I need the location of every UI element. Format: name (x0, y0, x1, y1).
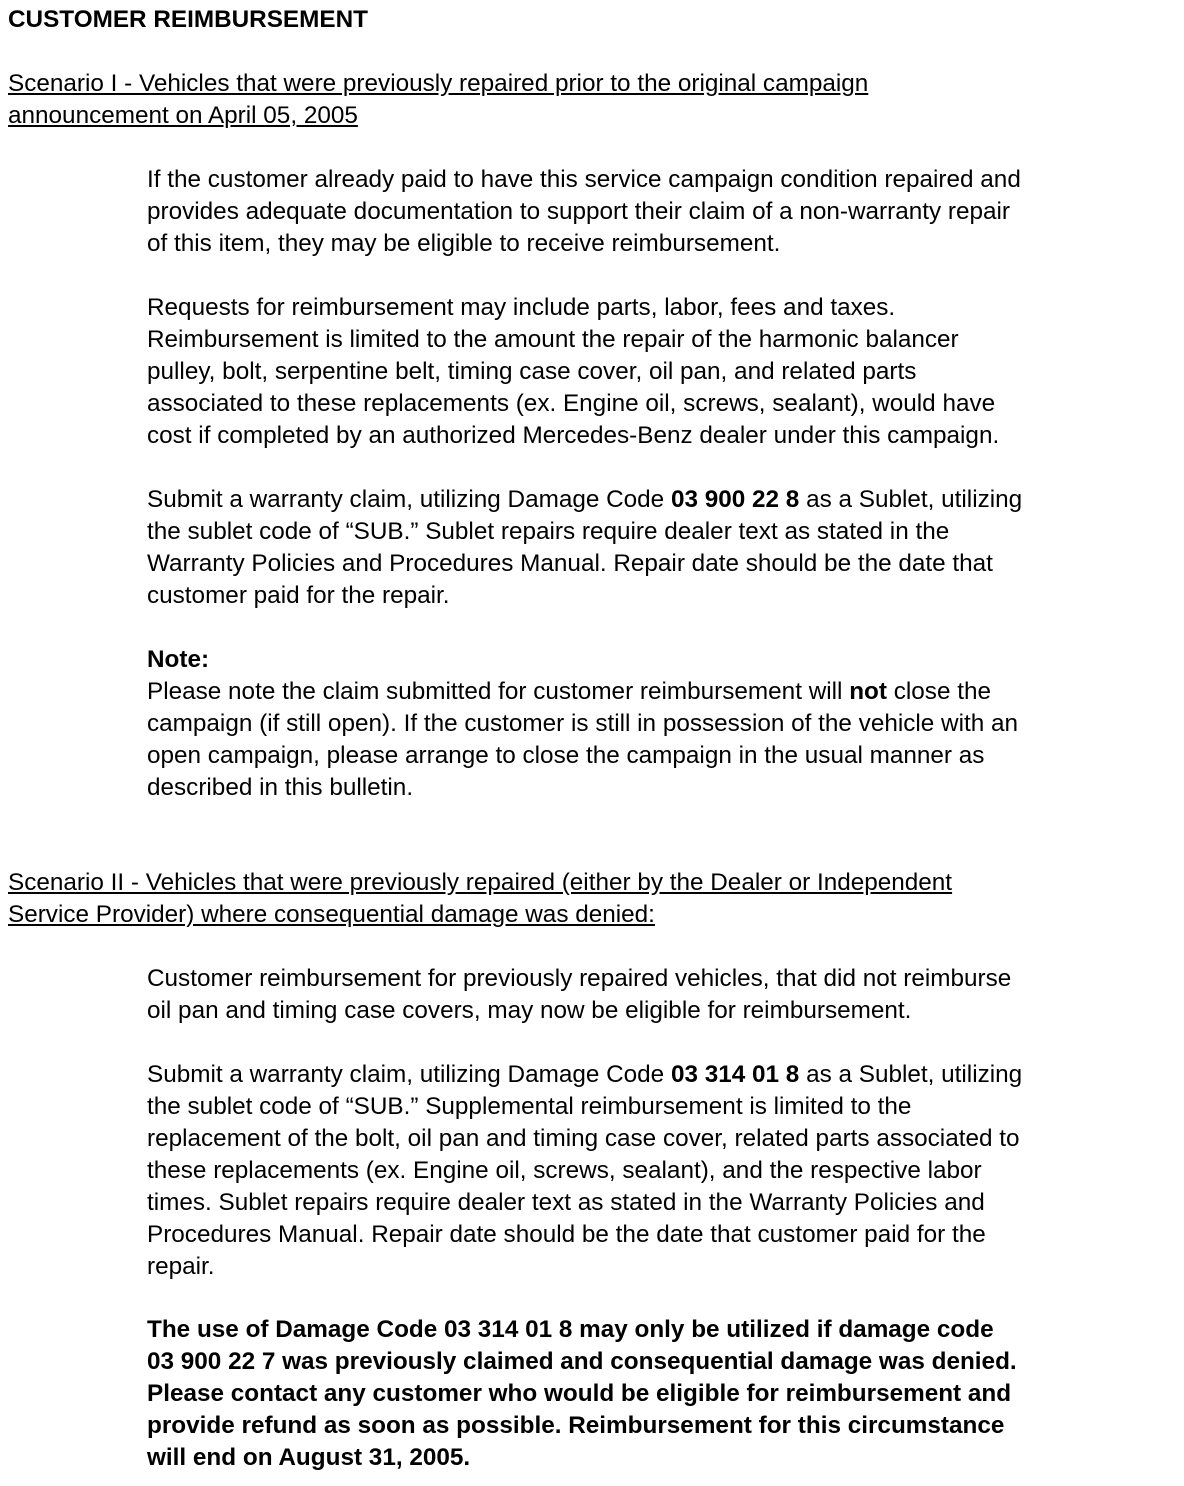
scenario-2-heading (8, 867, 952, 931)
paragraph-line (147, 1059, 1177, 1091)
notice-line: will end on August 31, 2005. (147, 1444, 471, 1471)
paragraph-line: Customer reimbursement for previously repaired vehicles, that did not reimburse (147, 965, 1012, 992)
paragraph-line: open campaign, please arrange to close the campaign in the usual manner as (147, 742, 985, 769)
claim-text: as a Sublet, utilizing (799, 1061, 1023, 1088)
paragraph-line: customer paid for the repair. (147, 582, 450, 609)
scenario-1-paragraph-eligibility (147, 164, 1177, 260)
paragraph-line: described in this bulletin. (147, 774, 414, 801)
scenario-1-heading (8, 68, 868, 132)
scenario-1-paragraph-limits (147, 292, 1177, 452)
scenario-1-paragraph-claim (147, 484, 1177, 612)
claim-text: as a Sublet, utilizing (799, 486, 1023, 513)
scenario-2-bold-notice (147, 1314, 1177, 1474)
paragraph-line: of this item, they may be eligible to receive reimbursement. (147, 230, 781, 257)
note-label: Note: (147, 646, 210, 673)
paragraph-line: the sublet code of “SUB.” Supplemental reimbursement is limited to the (147, 1093, 912, 1120)
note-emphasis: not (849, 678, 887, 705)
note-text: close the (886, 678, 991, 705)
paragraph-line: provides adequate documentation to support their claim of a non-warranty repair (147, 198, 1011, 225)
paragraph-line: If the customer already paid to have this service campaign condition repaired and (147, 166, 1021, 193)
scenario-2-heading-line: Service Provider) where consequential damage was denied: (8, 901, 655, 928)
claim-text: Submit a warranty claim, utilizing Damage Code (147, 1061, 671, 1088)
damage-code: 03 314 01 8 (670, 1061, 800, 1088)
scenario-2-heading-line: Scenario II - Vehicles that were previously repaired (either by the Dealer or Independent (8, 869, 953, 896)
paragraph-line: associated to these replacements (ex. Engine oil, screws, sealant), would have (147, 390, 996, 417)
scenario-1-note (147, 644, 1177, 804)
paragraph-line: repair. (147, 1253, 215, 1280)
notice-line: The use of Damage Code 03 314 01 8 may only be utilized if damage code (147, 1316, 994, 1343)
note-text: Please note the claim submitted for customer reimbursement will (147, 678, 850, 705)
paragraph-line: these replacements (ex. Engine oil, screws, sealant), and the respective labor (147, 1157, 982, 1184)
paragraph-line: Warranty Policies and Procedures Manual. Repair date should be the date that (147, 550, 993, 577)
paragraph-line: Procedures Manual. Repair date should be the date that customer paid for the (147, 1221, 986, 1248)
paragraph-line: Reimbursement is limited to the amount the repair of the harmonic balancer (147, 326, 959, 353)
paragraph-line: replacement of the bolt, oil pan and timing case cover, related parts associated to (147, 1125, 1020, 1152)
paragraph-line: campaign (if still open). If the customer is still in possession of the vehicle with an (147, 710, 1019, 737)
paragraph-line: Requests for reimbursement may include parts, labor, fees and taxes. (147, 294, 896, 321)
paragraph-line: pulley, bolt, serpentine belt, timing case cover, oil pan, and related parts (147, 358, 917, 385)
paragraph-line: oil pan and timing case covers, may now be eligible for reimbursement. (147, 997, 912, 1024)
scenario-2-paragraph-eligibility (147, 963, 1177, 1027)
document-title: CUSTOMER REIMBURSEMENT (8, 6, 368, 33)
claim-text: Submit a warranty claim, utilizing Damage Code (147, 486, 671, 513)
paragraph-line: cost if completed by an authorized Mercedes-Benz dealer under this campaign. (147, 422, 1000, 449)
scenario-1-heading-line: Scenario I - Vehicles that were previously repaired prior to the original campaign (8, 70, 869, 97)
notice-line: Please contact any customer who would be eligible for reimbursement and (147, 1380, 1012, 1407)
scenario-2-paragraph-claim (147, 1059, 1177, 1283)
paragraph-line: the sublet code of “SUB.” Sublet repairs require dealer text as stated in the (147, 518, 950, 545)
damage-code: 03 900 22 8 (670, 486, 800, 513)
paragraph-line (147, 484, 1177, 516)
notice-line: provide refund as soon as possible. Reimbursement for this circumstance (147, 1412, 1005, 1439)
paragraph-line: times. Sublet repairs require dealer text as stated in the Warranty Policies and (147, 1189, 985, 1216)
paragraph-line (147, 676, 1177, 708)
scenario-1-heading-line: announcement on April 05, 2005 (8, 102, 358, 129)
notice-line: 03 900 22 7 was previously claimed and consequential damage was denied. (147, 1348, 1017, 1375)
